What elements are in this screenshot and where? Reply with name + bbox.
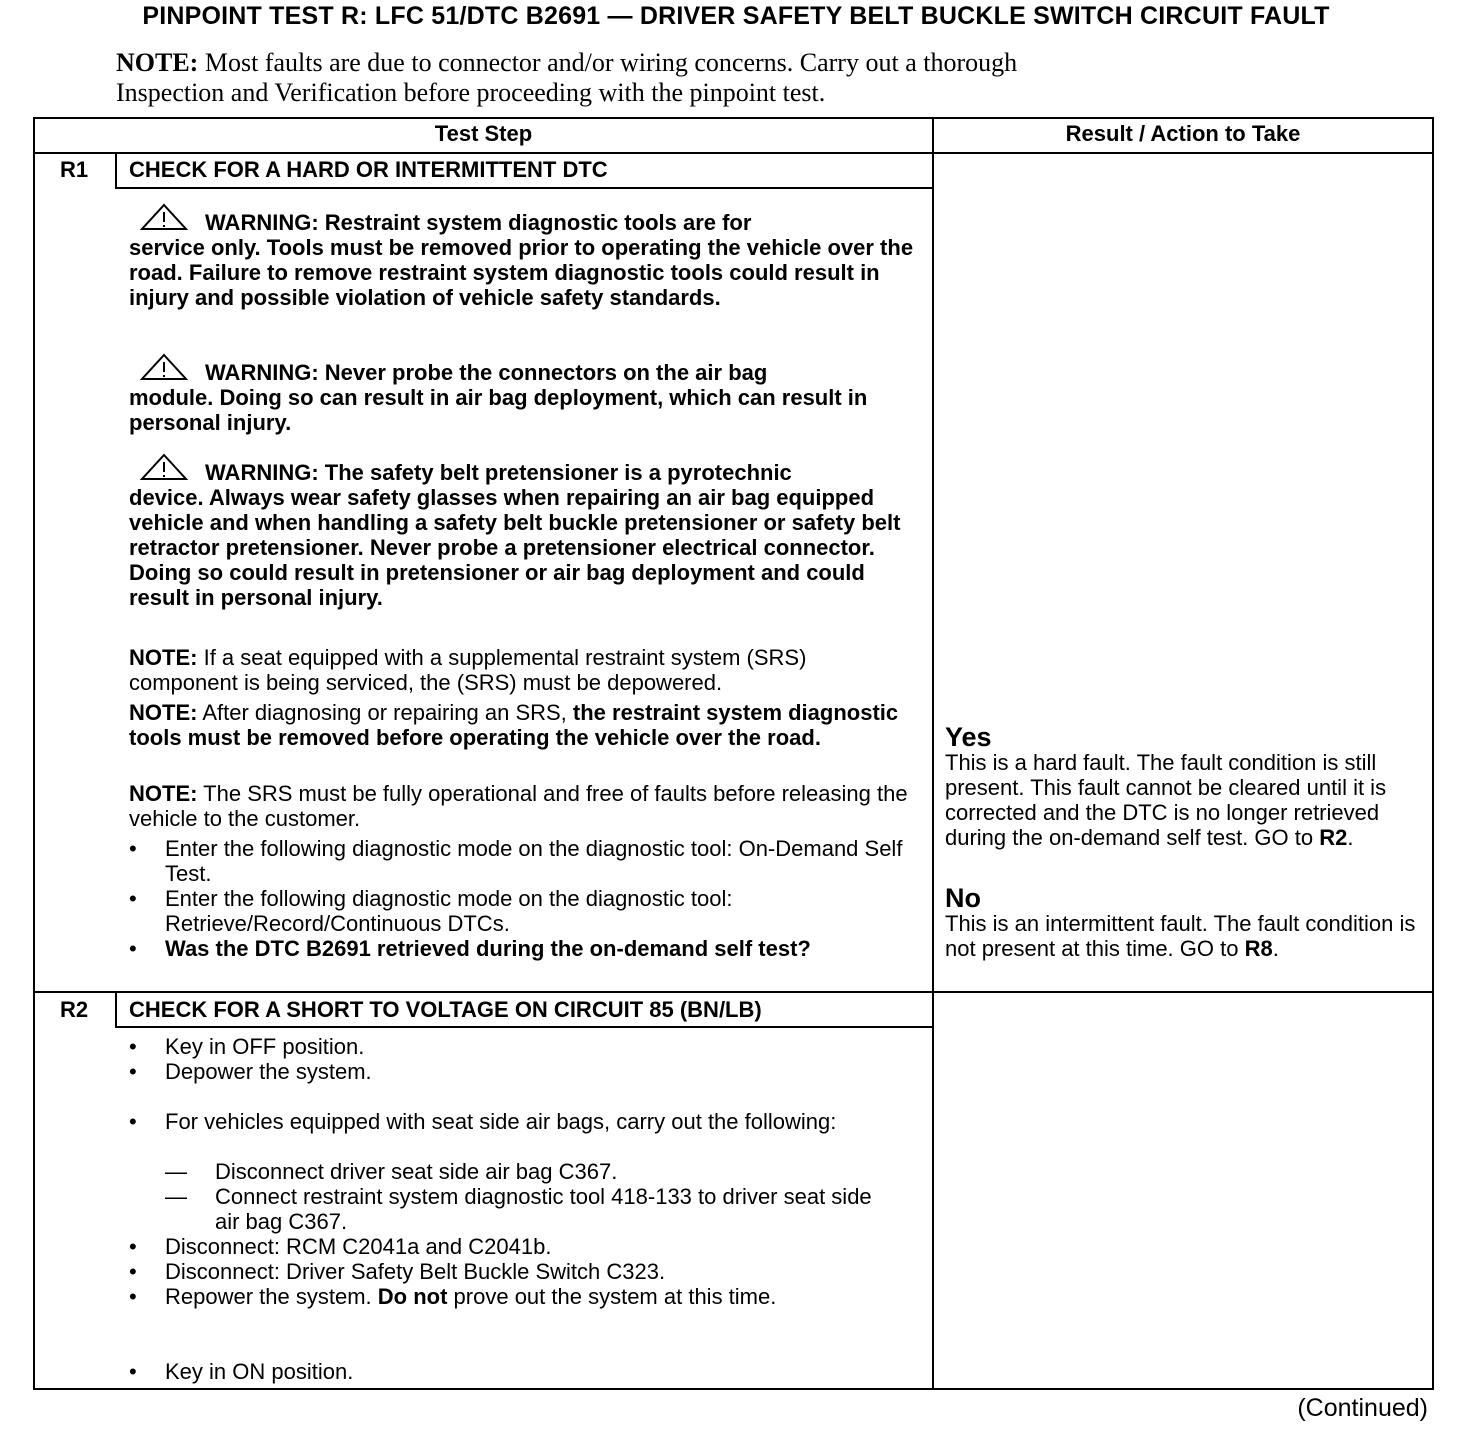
bullet-marker: • bbox=[129, 936, 137, 961]
note-3 bbox=[129, 781, 909, 831]
warning-triangle-icon bbox=[139, 202, 189, 232]
bullet-marker: • bbox=[129, 1109, 137, 1134]
note-1 bbox=[129, 645, 909, 695]
table-border-left bbox=[33, 117, 35, 1390]
r2-bullet-2-text: Depower the system. bbox=[165, 1059, 372, 1084]
warning-2-text: WARNING: Never probe the connectors on the air bag bbox=[205, 360, 768, 385]
warning-triangle-icon bbox=[139, 452, 189, 482]
note-2-bold-text: the restraint system diagnostic tools must be removed before operating the vehicle over the road. bbox=[129, 700, 899, 750]
no-label: No bbox=[945, 883, 981, 913]
r1-r2-divider bbox=[33, 991, 1434, 993]
page-title: PINPOINT TEST R: LFC 51/DTC B2691 — DRIVER SAFETY BELT BUCKLE SWITCH CIRCUIT FAULT bbox=[142, 2, 1330, 30]
note-3-text: The SRS must be fully operational and free of faults before releasing the vehicle to the customer. bbox=[129, 781, 908, 831]
warning-2-text-rest: module. Doing so can result in air bag deployment, which can result in personal injury. bbox=[129, 385, 868, 435]
warning-3-text: WARNING: The safety belt pretensioner is a pyrotechnic bbox=[205, 460, 792, 485]
bullet-marker: • bbox=[129, 1059, 137, 1084]
bullet-marker: • bbox=[129, 1034, 137, 1059]
note-2 bbox=[129, 700, 909, 750]
step-id-r2: R2 bbox=[59, 997, 89, 1022]
yes-goto: R2 bbox=[1319, 825, 1348, 850]
repower-rest: prove out the system at this time. bbox=[453, 1284, 777, 1309]
top-note-text-2: Inspection and Verification before proceeding with the pinpoint test. bbox=[116, 78, 826, 107]
note-3-label: NOTE: bbox=[129, 781, 198, 806]
top-note-label: NOTE: bbox=[116, 48, 199, 77]
r2-bullet-1-text: Key in OFF position. bbox=[165, 1034, 365, 1059]
bullet-marker: • bbox=[129, 1284, 137, 1309]
column-divider bbox=[932, 117, 934, 1390]
r1-result-no bbox=[945, 885, 1429, 961]
table-border-bottom bbox=[33, 1388, 1434, 1390]
r1-bullet-3-text: Was the DTC B2691 retrieved during the on-demand self test? bbox=[165, 936, 811, 961]
r1-id-divider bbox=[115, 152, 117, 189]
note-2-label: NOTE: bbox=[129, 700, 198, 725]
r2-dash-1-text: Disconnect driver seat side air bag C367. bbox=[215, 1159, 618, 1184]
bullet-marker: • bbox=[129, 1234, 137, 1259]
warning-triangle-icon bbox=[139, 352, 189, 382]
bullet-marker: • bbox=[129, 1359, 137, 1384]
repower-text: Repower the system. bbox=[165, 1284, 372, 1309]
top-note-text: Most faults are due to connector and/or wiring concerns. Carry out a thorough bbox=[204, 48, 1018, 77]
yes-text: This is a hard fault. The fault condition is still present. This fault cannot be cleared until it is corrected and the DTC is no longer retrieved during the on-demand self test. GO to bbox=[945, 750, 1387, 850]
r2-dash-2-text: Connect restraint system diagnostic tool 418-133 to driver seat side air bag C367. bbox=[215, 1184, 872, 1234]
note-1-label: NOTE: bbox=[129, 645, 198, 670]
table-border-right bbox=[1432, 117, 1434, 1390]
bullet-marker: • bbox=[129, 836, 137, 861]
repower-bold: Do not bbox=[377, 1284, 448, 1309]
top-note bbox=[116, 48, 1316, 108]
step-title-r1: CHECK FOR A HARD OR INTERMITTENT DTC bbox=[129, 157, 608, 182]
note-1-text: If a seat equipped with a supplemental restraint system (SRS) component is being serviced, the (SRS) must be depowered. bbox=[129, 645, 807, 695]
dash-marker: — bbox=[165, 1159, 187, 1184]
no-end: . bbox=[1272, 936, 1279, 961]
warning-1 bbox=[129, 202, 919, 310]
header-result-action: Result / Action to Take bbox=[1065, 121, 1301, 146]
r2-bullet-5-text: Disconnect: Driver Safety Belt Buckle Switch C323. bbox=[165, 1259, 666, 1284]
step-id-r1: R1 bbox=[59, 157, 89, 182]
yes-end: . bbox=[1347, 825, 1354, 850]
r1-bullet-1-text: Enter the following diagnostic mode on the diagnostic tool: On-Demand Self Test. bbox=[165, 836, 903, 886]
warning-3-text-rest: device. Always wear safety glasses when repairing an air bag equipped vehicle and when handling a safety belt buckle pretensioner or safety belt retractor pretensioner. Never probe a pretensioner electrical connector. Doing so could result in pretensioner or air bag deployment and could result in personal injury. bbox=[129, 485, 901, 610]
warning-3 bbox=[129, 452, 919, 610]
warning-1-text-rest: service only. Tools must be removed prior to operating the vehicle over the road. Failure to remove restraint system diagnostic tools could result in injury and possible violation of vehicle safety standards. bbox=[129, 235, 914, 310]
no-goto: R8 bbox=[1244, 936, 1273, 961]
dash-marker: — bbox=[165, 1184, 187, 1209]
header-divider bbox=[33, 152, 1434, 154]
no-text: This is an intermittent fault. The fault condition is not present at this time. GO to bbox=[945, 911, 1416, 961]
r2-bullet-4-text: Disconnect: RCM C2041a and C2041b. bbox=[165, 1234, 552, 1259]
r2-bullet-3-text: For vehicles equipped with seat side air bags, carry out the following: bbox=[165, 1109, 837, 1134]
r1-result-yes bbox=[945, 724, 1429, 850]
continued-label: (Continued) bbox=[1297, 1394, 1428, 1422]
table-border-top bbox=[33, 117, 1434, 119]
warning-1-text: WARNING: Restraint system diagnostic tools are for bbox=[205, 210, 752, 235]
header-test-step: Test Step bbox=[434, 121, 533, 146]
r2-id-divider bbox=[115, 991, 117, 1028]
r2-bullet-6-text: Key in ON position. bbox=[165, 1359, 354, 1384]
bullet-marker: • bbox=[129, 1259, 137, 1284]
bullet-marker: • bbox=[129, 886, 137, 911]
r2-title-divider bbox=[115, 1026, 934, 1028]
r1-bullet-2-text: Enter the following diagnostic mode on the diagnostic tool: Retrieve/Record/Continuous DTCs. bbox=[165, 886, 733, 936]
warning-2 bbox=[129, 352, 919, 435]
step-title-r2: CHECK FOR A SHORT TO VOLTAGE ON CIRCUIT 85 (BN/LB) bbox=[129, 997, 762, 1022]
yes-label: Yes bbox=[945, 722, 992, 752]
r1-title-divider bbox=[115, 187, 934, 189]
r2-repower-text bbox=[165, 1284, 905, 1309]
note-2-text: After diagnosing or repairing an SRS, bbox=[202, 700, 567, 725]
